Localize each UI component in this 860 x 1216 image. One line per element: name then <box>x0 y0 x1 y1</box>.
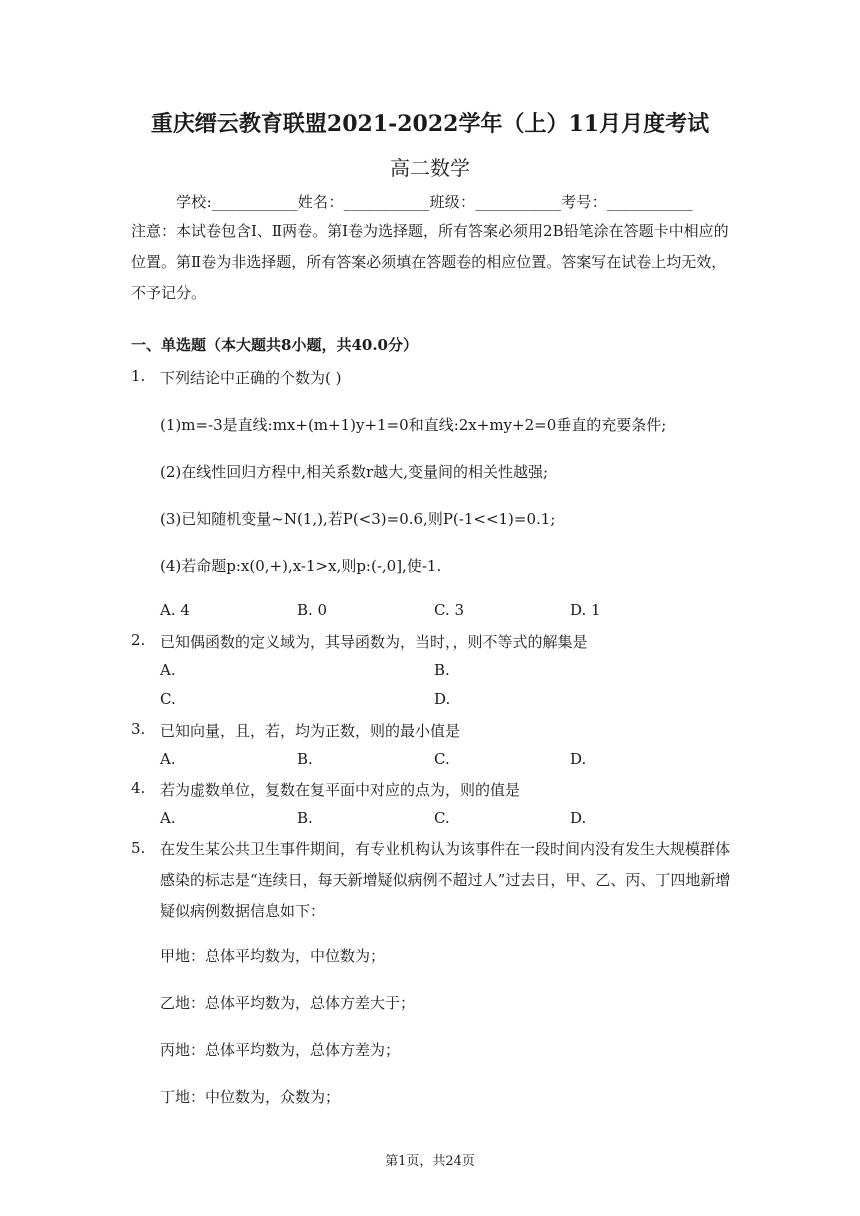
option-a: A. <box>160 661 176 679</box>
question-item: (2)在线性回归方程中,相关系数r越大,变量间的相关性越强; <box>160 463 549 481</box>
option-b: B. 0 <box>297 601 328 619</box>
option-c: C. 3 <box>434 601 465 619</box>
exam-title: 重庆缙云教育联盟2021-2022学年（上）11月月度考试 <box>150 111 710 137</box>
option-a: A. 4 <box>160 601 190 619</box>
question-number: 1. <box>131 367 146 385</box>
question-number: 5. <box>131 839 146 857</box>
option-c: C. <box>434 750 450 768</box>
section-title: 一、单选题（本大题共8小题，共40.0分） <box>131 336 418 354</box>
question-item: 丙地：总体平均数为，总体方差为； <box>160 1041 401 1059</box>
option-b: B. <box>297 809 313 827</box>
question-item: 丁地：中位数为，众数为； <box>160 1088 341 1106</box>
question-stem: 已知偶函数的定义域为，其导函数为，当时，，则不等式的解集是 <box>160 633 588 651</box>
option-c: C. <box>434 809 450 827</box>
option-d: D. <box>570 809 587 827</box>
exam-notice: 注意：本试卷包含Ⅰ、Ⅱ两卷。第Ⅰ卷为选择题，所有答案必须用2B铅笔涂在答题卡中相应的位置。第Ⅱ卷为非选择题，所有答案必须填在答题卷的相应位置。答案写在试卷上均无效，不予记分。 <box>131 222 729 302</box>
question-stem: 下列结论中正确的个数为( ) <box>160 369 342 387</box>
question-stem: 在发生某公共卫生事件期间，有专业机构认为该事件在一段时间内没有发生大规模群体感染的标志是“连续日，每天新增疑似病例不超过人”过去日，甲、乙、丙、丁四地新增疑似病例数据信息如下： <box>160 840 731 920</box>
question-item: 甲地：总体平均数为，中位数为； <box>160 947 386 965</box>
question-item: (3)已知随机变量~N(1,),若P(<3)=0.6,则P(-1<<1)=0.1; <box>160 510 556 528</box>
option-b: B. <box>297 750 313 768</box>
question-number: 3. <box>131 720 146 738</box>
question-stem: 已知向量，且，若，均为正数，则的最小值是 <box>160 722 461 740</box>
option-d: D. 1 <box>570 601 601 619</box>
option-d: D. <box>570 750 587 768</box>
question-item: (4)若命题p:x(0,+),x-1>x,则p:(-,0],使-1. <box>160 557 442 575</box>
question-number: 2. <box>131 631 146 649</box>
option-c: C. <box>160 690 176 708</box>
option-a: A. <box>160 809 176 827</box>
option-a: A. <box>160 750 176 768</box>
option-b: B. <box>434 661 450 679</box>
option-d: D. <box>434 690 451 708</box>
question-item: (1)m=-3是直线:mx+(m+1)y+1=0和直线:2x+my+2=0垂直的充要条件; <box>160 416 667 434</box>
page-footer: 第1页，共24页 <box>385 1154 475 1169</box>
question-number: 4. <box>131 779 146 797</box>
question-item: 乙地：总体平均数为，总体方差大于； <box>160 994 416 1012</box>
exam-subject: 高二数学 <box>390 156 470 180</box>
student-info-line: 学校:___________姓名：___________班级：___________考号：___________ <box>176 193 693 211</box>
question-stem: 若为虚数单位，复数在复平面中对应的点为，则的值是 <box>160 781 521 799</box>
